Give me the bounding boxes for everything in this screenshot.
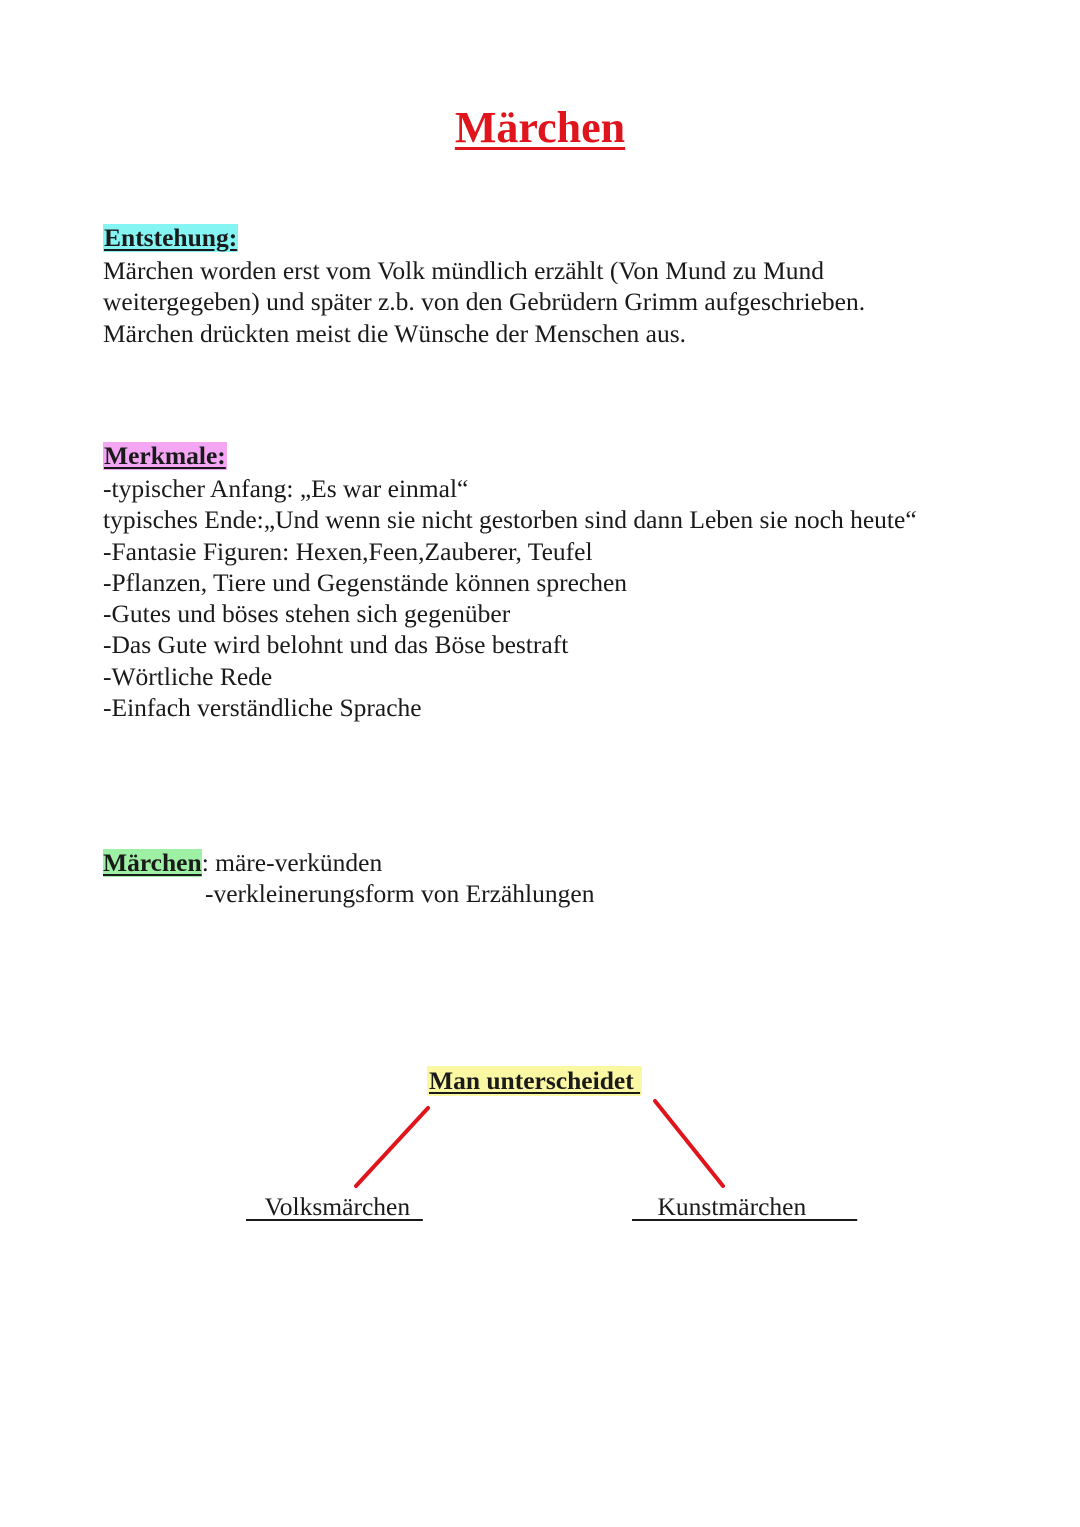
diagram-root-label: Man unterscheidet bbox=[429, 1066, 641, 1095]
merkmale-item: -Pflanzen, Tiere und Gegenstände können sprechen bbox=[103, 567, 628, 597]
section-definition bbox=[103, 847, 594, 910]
merkmale-item: -Einfach verständliche Sprache bbox=[103, 693, 422, 723]
entstehung-line: Märchen drückten meist die Wünsche der Menschen aus. bbox=[103, 318, 687, 348]
section-merkmale bbox=[103, 440, 917, 723]
page-title: Märchen bbox=[454, 103, 626, 152]
connector-left bbox=[356, 1108, 428, 1186]
entstehung-heading: Entstehung: bbox=[104, 223, 238, 252]
merkmale-item: -Wörtliche Rede bbox=[103, 661, 273, 691]
definition-term: Märchen bbox=[103, 848, 202, 877]
merkmale-item: -Fantasie Figuren: Hexen,Feen,Zauberer, Teufel bbox=[103, 536, 593, 566]
definition-line-2: -verkleinerungsform von Erzählungen bbox=[205, 879, 595, 909]
entstehung-line: weitergegeben) und später z.b. von den Gebrüdern Grimm aufgeschrieben. bbox=[103, 287, 866, 317]
definition-text: : märe-verkünden bbox=[201, 848, 383, 877]
definition-line-1 bbox=[103, 847, 594, 878]
branch-kunstmaerchen: Kunstmärchen bbox=[632, 1192, 858, 1221]
merkmale-item: -Das Gute wird belohnt und das Böse bestraft bbox=[103, 630, 569, 660]
section-entstehung bbox=[103, 222, 865, 349]
merkmale-item: -Gutes und böses stehen sich gegenüber bbox=[103, 599, 511, 629]
merkmale-heading: Merkmale: bbox=[104, 441, 226, 470]
merkmale-item: -typischer Anfang: „Es war einmal“ bbox=[103, 474, 469, 503]
branch-volksmaerchen: Volksmärchen bbox=[246, 1192, 423, 1221]
merkmale-item: typisches Ende:„Und wenn sie nicht gestorben sind dann Leben sie noch heute“ bbox=[103, 505, 917, 535]
connector-right bbox=[655, 1101, 723, 1186]
entstehung-line: Märchen worden erst vom Volk mündlich erzählt (Von Mund zu Mund bbox=[103, 256, 824, 285]
